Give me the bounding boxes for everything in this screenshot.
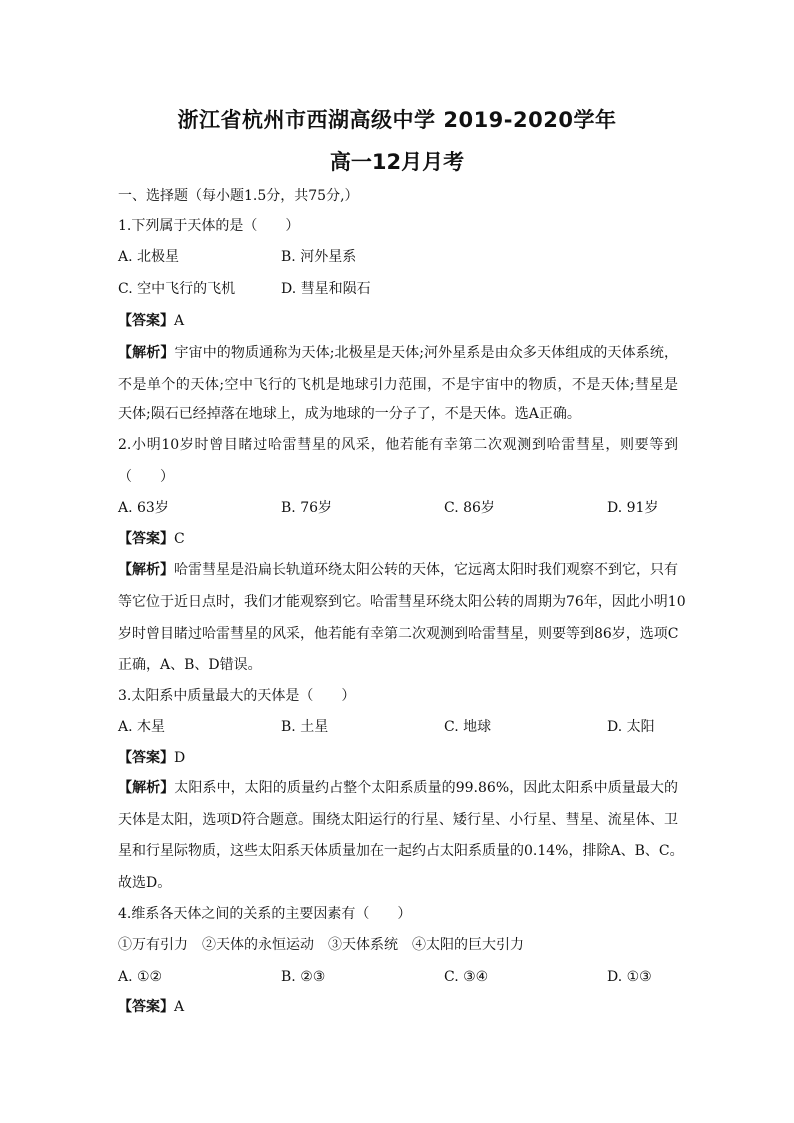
answer-value: C [174,531,185,547]
analysis-text: 太阳系中，太阳的质量约占整个太阳系质量的99.86%，因此太阳系中质量最大的 [174,780,678,796]
question-2-stem-cont: （ ） [118,469,174,485]
question-4-items: ①万有引力 ②天体的永恒运动 ③天体系统 ④太阳的巨大引力 [118,937,524,953]
q4-option-d: D. ①③ [607,969,652,985]
q3-option-d: D. 太阳 [607,719,655,735]
analysis-tag: 【解析】 [118,780,175,796]
q1-option-a: A. 北极星 [118,249,180,265]
q3-option-a: A. 木星 [118,719,166,735]
q2-option-a: A. 63岁 [118,500,169,516]
q1-option-b: B. 河外星系 [281,249,357,265]
answer-tag: 【答案】 [118,313,174,329]
question-2-stem: 2.小明10岁时曾目睹过哈雷彗星的风采，他若能有幸第二次观测到哈雷彗星，则要等到 [118,437,678,453]
answer-tag: 【答案】 [118,750,174,766]
q4-option-a: A. ①② [118,969,163,985]
question-4-answer [118,996,678,1018]
question-1-analysis-line2: 不是单个的天体;空中飞行的飞机是地球引力范围，不是宇宙中的物质，不是天体;彗星是 [118,377,678,393]
question-1-options-row2 [118,278,678,300]
analysis-tag: 【解析】 [118,345,175,361]
q3-option-c: C. 地球 [444,719,492,735]
q4-option-b: B. ②③ [281,969,326,985]
q1-option-c: C. 空中飞行的飞机 [118,281,236,297]
q3-option-b: B. 土星 [281,719,329,735]
answer-tag: 【答案】 [118,531,174,547]
answer-value: A [174,313,185,329]
question-3-analysis-line3: 星和行星际物质，这些太阳系天体质量加在一起约占太阳系质量的0.14%，排除A、B、C。 [118,843,684,859]
question-3-analysis-line4: 故选D。 [118,875,172,891]
question-1-analysis-line1 [118,342,678,364]
question-2-answer [118,528,678,550]
question-1-answer [118,310,678,332]
answer-tag: 【答案】 [118,999,174,1015]
exam-title-line1: 浙江省杭州市西湖高级中学 2019-2020学年 [177,108,617,132]
question-2-analysis-line1 [118,559,678,581]
question-4-stem: 4.维系各天体之间的关系的主要因素有（ ） [118,906,412,922]
question-2-analysis-line2: 等它位于近日点时，我们才能观察到它。哈雷彗星环绕太阳公转的周期为76年，因此小明10 [118,594,686,610]
question-3-options [118,716,678,738]
question-2-analysis-line4: 正确，A、B、D错误。 [118,657,262,673]
question-3-analysis-line1 [118,777,678,799]
question-3-stem: 3.太阳系中质量最大的天体是（ ） [118,688,356,704]
answer-value: A [174,999,185,1015]
analysis-text: 哈雷彗星是沿扁长轨道环绕太阳公转的天体，它远离太阳时我们观察不到它，只有 [174,562,678,578]
question-4-options [118,966,678,988]
q2-option-c: C. 86岁 [444,500,495,516]
analysis-text: 宇宙中的物质通称为天体;北极星是天体;河外星系是由众多天体组成的天体系统， [174,345,679,361]
answer-value: D [174,750,186,766]
question-1-analysis-line3: 天体;陨石已经掉落在地球上，成为地球的一分子了，不是天体。选A正确。 [118,406,581,422]
q4-option-c: C. ③④ [444,969,489,985]
question-1-options-row1 [118,246,678,268]
question-2-analysis-line3: 岁时曾目睹过哈雷彗星的风采，他若能有幸第二次观测到哈雷彗星，则要等到86岁，选项C [118,626,679,642]
question-2-options [118,497,678,519]
q2-option-d: D. 91岁 [607,500,659,516]
q2-option-b: B. 76岁 [281,500,333,516]
question-3-analysis-line2: 天体是太阳，选项D符合题意。围绕太阳运行的行星、矮行星、小行星、彗星、流星体、卫 [118,812,678,828]
q1-option-d: D. 彗星和陨石 [281,281,371,297]
analysis-tag: 【解析】 [118,562,174,578]
question-3-answer [118,747,678,769]
exam-title-line2: 高一12月月考 [329,150,465,174]
section-heading: 一、选择题（每小题1.5分，共75分,） [118,188,359,204]
question-1-stem: 1.下列属于天体的是（ ） [118,218,300,234]
